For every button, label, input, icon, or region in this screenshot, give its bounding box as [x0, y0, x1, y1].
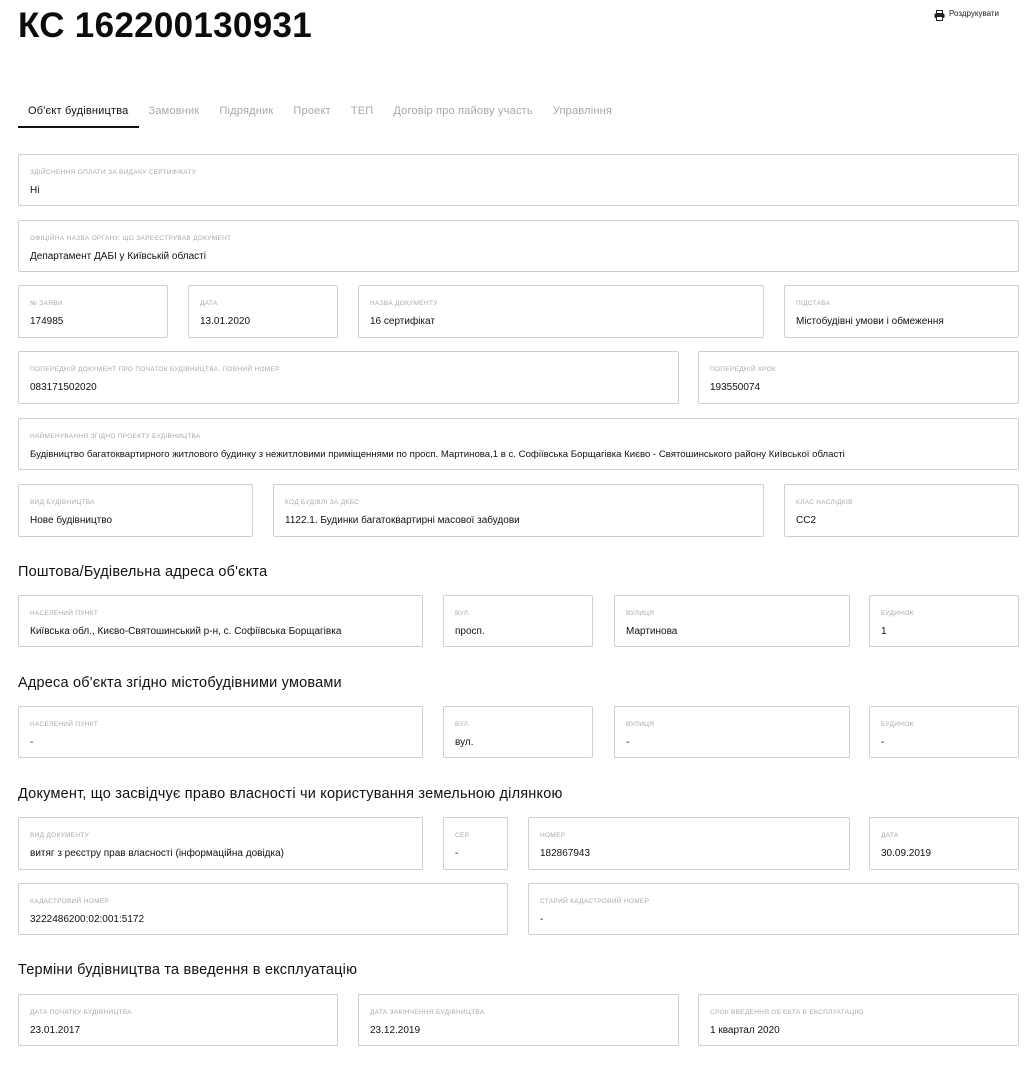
field-value: Містобудівні умови і обмеження	[796, 316, 944, 327]
field-value: Департамент ДАБІ у Київській області	[30, 251, 206, 262]
urban-settlement-field	[18, 706, 423, 758]
field-label: СРОК ВВЕДЕННЯ ОБ'ЄКТА В ЕКСПЛУАТАЦІЮ	[710, 1009, 864, 1016]
field-value: Ні	[30, 185, 40, 196]
field-label: НАСЕЛЕНИЙ ПУНКТ	[30, 721, 99, 728]
consequence-class-field	[784, 484, 1019, 537]
doc-name-field	[358, 285, 764, 338]
cadastral-number-field	[18, 883, 508, 935]
field-label: ВУЛИЦЯ	[626, 610, 655, 617]
field-label: КЛАС НАСЛІДКІВ	[796, 499, 853, 506]
field-value: 083171502020	[30, 382, 97, 393]
field-label: СТАРИЙ КАДАСТРОВИЙ НОМЕР	[540, 898, 650, 905]
field-label: ЗДІЙСНЕННЯ ОПЛАТИ ЗА ВИДАЧУ СЕРТИФІКАТУ	[30, 169, 197, 176]
project-name-field	[18, 418, 1019, 470]
construction-type-field	[18, 484, 253, 537]
basis-field	[784, 285, 1019, 338]
postal-street-type-field	[443, 595, 593, 647]
commissioning-field	[698, 994, 1019, 1046]
field-label: ВУЛ.	[455, 610, 471, 617]
field-value: витяг з реєстру прав власності (інформаційна довідка)	[30, 848, 284, 859]
field-value: -	[30, 737, 34, 748]
start-date-field	[18, 994, 338, 1046]
field-value: 1	[881, 626, 887, 637]
postal-address-heading: Поштова/Будівельна адреса об'єкта	[18, 564, 268, 580]
tab-customer[interactable]: Замовник	[148, 105, 200, 117]
field-label: ВИД БУДІВНИЦТВА	[30, 499, 95, 506]
field-value: 174985	[30, 316, 64, 327]
field-label: НОМЕР	[540, 832, 566, 839]
authority-field	[18, 220, 1019, 272]
date-field	[188, 285, 338, 338]
postal-building-field	[869, 595, 1019, 647]
app-number-field	[18, 285, 168, 338]
tab-management[interactable]: Управління	[552, 105, 613, 117]
print-button[interactable]	[934, 8, 999, 19]
urban-building-field	[869, 706, 1019, 758]
land-number-field	[528, 817, 850, 870]
end-date-field	[358, 994, 679, 1046]
field-value: 23.01.2017	[30, 1025, 81, 1036]
field-label: НАСЕЛЕНИЙ ПУНКТ	[30, 610, 99, 617]
field-value: 16 сертифікат	[370, 316, 435, 327]
field-label: ДАТА ЗАКІНЧЕННЯ БУДІВНИЦТВА	[370, 1009, 485, 1016]
tab-bar	[18, 100, 622, 128]
field-label: НАЗВА ДОКУМЕНТУ	[370, 300, 438, 307]
land-document-heading: Документ, що засвідчує право власності чи користування земельною ділянкою	[18, 786, 563, 802]
field-label: ВИД ДОКУМЕНТУ	[30, 832, 90, 839]
field-value: 1122.1. Будинки багатоквартирні масової забудови	[285, 515, 520, 526]
field-value: 1 квартал 2020	[710, 1025, 780, 1036]
field-label: ПІДСТАВА	[796, 300, 831, 307]
page-title: КС 162200130931	[18, 6, 312, 45]
field-label: ДАТА ПОЧАТКУ БУДІВНИЦТВА	[30, 1009, 132, 1016]
field-label: ПОПЕРЕДНІЙ ДОКУМЕНТ ПРО ПОЧАТОК БУДІВНИЦТВА, ПОВНИЙ НОМЕР	[30, 366, 280, 373]
tab-project[interactable]: Проект	[293, 105, 331, 117]
field-value: -	[626, 737, 630, 748]
prev-doc-field	[18, 351, 679, 404]
field-value: 30.09.2019	[881, 848, 932, 859]
urban-street-type-field	[443, 706, 593, 758]
land-series-field	[443, 817, 508, 870]
field-label: ВУЛИЦЯ	[626, 721, 655, 728]
print-label: Роздрукувати	[949, 9, 1000, 18]
field-value: 13.01.2020	[200, 316, 251, 327]
urban-street-field	[614, 706, 850, 758]
field-label: № ЗАЯВИ	[30, 300, 63, 307]
field-label: ОФІЦІЙНА НАЗВА ОРГАНУ, ЩО ЗАРЕЄСТРУВАВ ДОКУМЕНТ	[30, 235, 232, 242]
land-doc-type-field	[18, 817, 423, 870]
field-value: Мартинова	[626, 626, 678, 637]
field-label: ВУЛ.	[455, 721, 471, 728]
field-label: КАДАСТРОВИЙ НОМЕР	[30, 898, 110, 905]
land-date-field	[869, 817, 1019, 870]
field-value: 182867943	[540, 848, 591, 859]
field-value: -	[540, 914, 544, 925]
field-value: Нове будівництво	[30, 515, 113, 526]
field-value: Будівництво багатоквартирного житлового будинку з нежитловими приміщеннями по просп. Мартинова,1 в с. Софіївська Борщагівка Києво - Святошинського району Київської області	[30, 449, 845, 460]
tab-object[interactable]: Об'єкт будівництва	[18, 100, 139, 128]
printer-icon	[934, 8, 945, 19]
field-value: вул.	[455, 737, 474, 748]
tab-share-agreement[interactable]: Договір про пайову участь	[393, 105, 533, 117]
postal-settlement-field	[18, 595, 423, 647]
field-value: -	[881, 737, 885, 748]
field-value: просп.	[455, 626, 485, 637]
field-label: БУДИНОК	[881, 721, 914, 728]
field-label: НАЙМЕНУВАННЯ ЗГІДНО ПРОЕКТУ БУДІВНИЦТВА	[30, 433, 201, 440]
postal-street-field	[614, 595, 850, 647]
urban-address-heading: Адреса об'єкта згідно містобудівними умовами	[18, 675, 342, 691]
terms-heading: Терміни будівництва та введення в експлуатацію	[18, 962, 358, 978]
tab-tep[interactable]: ТЕП	[350, 105, 374, 117]
field-value: СС2	[796, 515, 817, 526]
tab-contractor[interactable]: Підрядник	[219, 105, 274, 117]
field-value: 193550074	[710, 382, 761, 393]
field-label: СЕР.	[455, 832, 471, 839]
field-label: БУДИНОК	[881, 610, 914, 617]
field-label: ДАТА	[881, 832, 899, 839]
payment-field	[18, 154, 1019, 206]
field-value: -	[455, 848, 459, 859]
prev-step-field	[698, 351, 1019, 404]
field-label: ПОПЕРЕДНІЙ КРОК	[710, 366, 777, 373]
field-label: КОД БУДІВЛІ ЗА ДКБС	[285, 499, 359, 506]
old-cadastral-number-field	[528, 883, 1019, 935]
building-code-field	[273, 484, 764, 537]
field-label: ДАТА	[200, 300, 218, 307]
field-value: Київська обл., Києво-Святошинський р-н, с. Софіївська Борщагівка	[30, 626, 342, 637]
field-value: 3222486200:02:001:5172	[30, 914, 145, 925]
field-value: 23.12.2019	[370, 1025, 421, 1036]
